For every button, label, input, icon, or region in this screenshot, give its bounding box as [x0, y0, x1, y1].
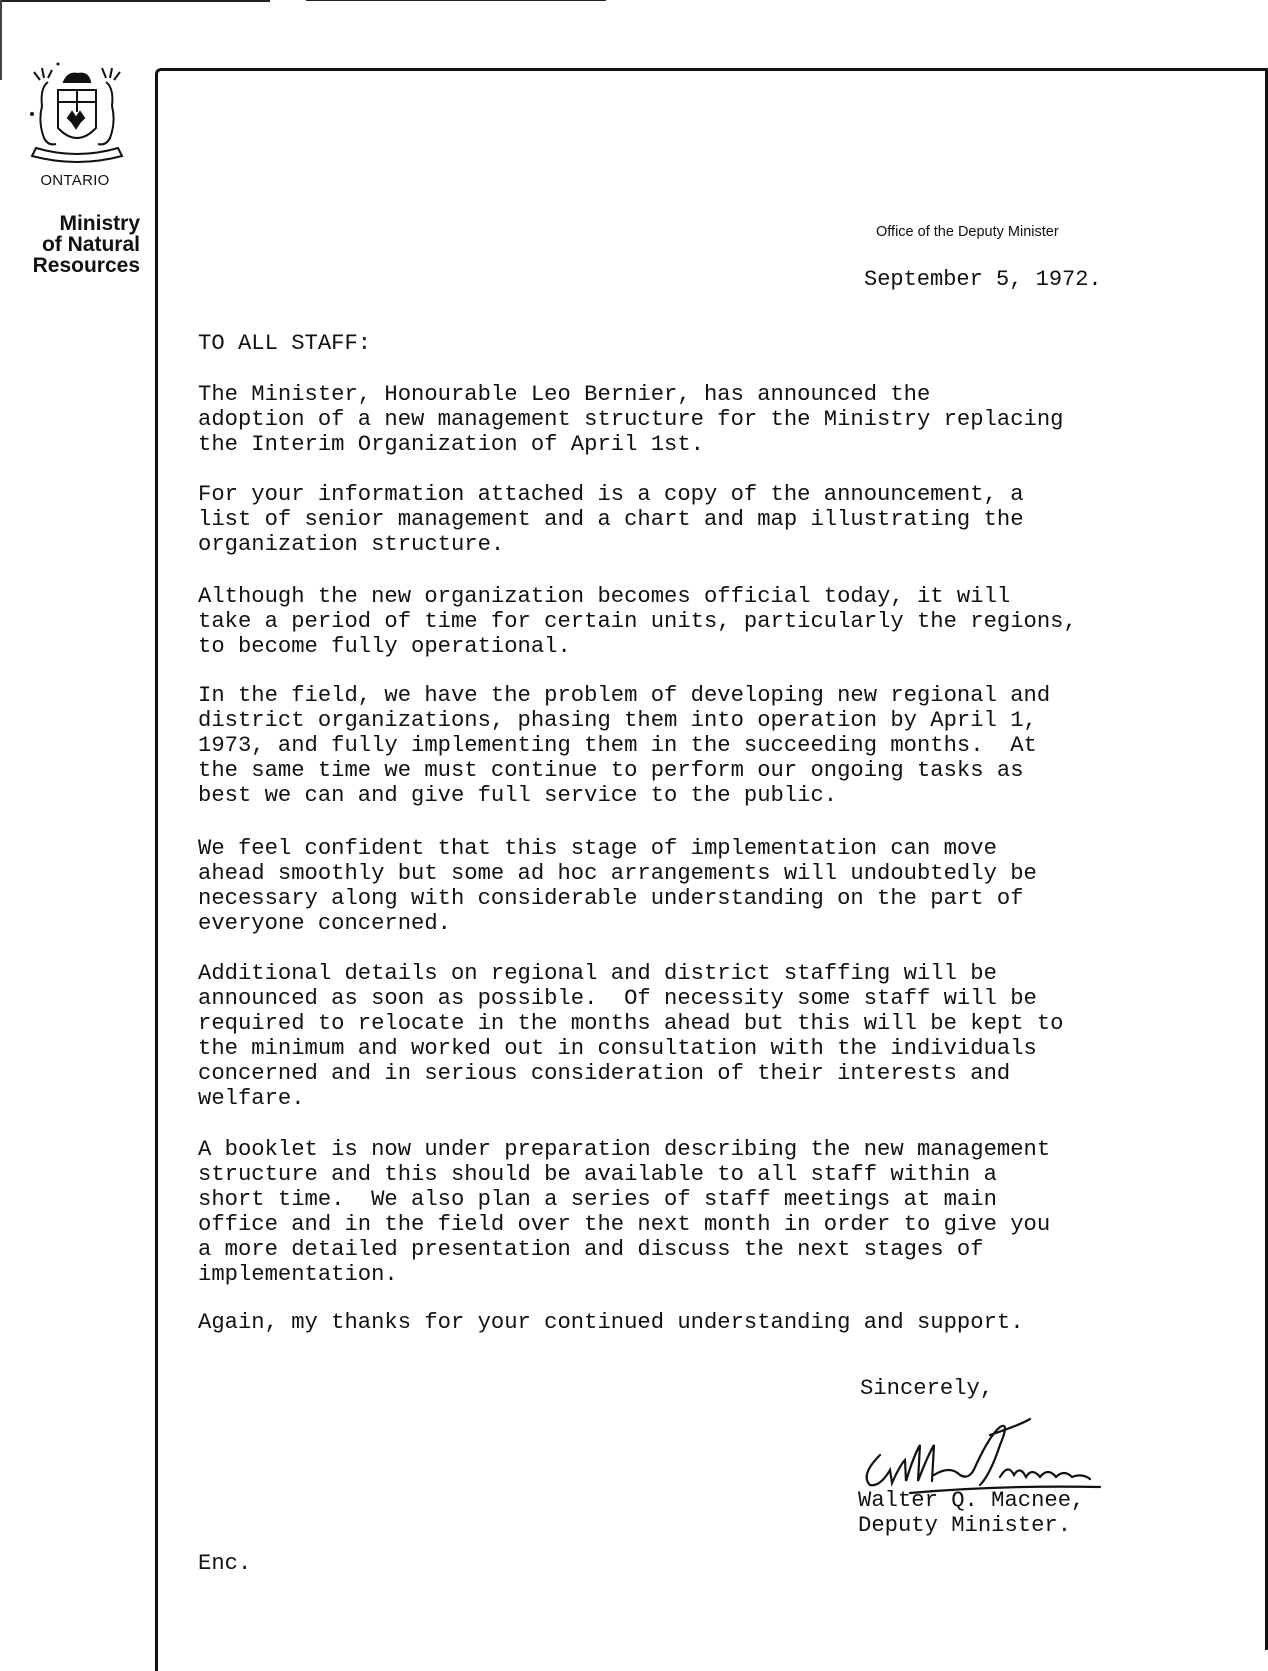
paragraph	[198, 382, 1198, 457]
signer-name: Walter Q. Macnee,	[858, 1488, 1085, 1513]
ministry-name	[0, 213, 140, 276]
paragraph-line: best we can and give full service to the public.	[198, 783, 838, 808]
signer-title: Deputy Minister.	[858, 1513, 1072, 1538]
paragraph-line: office and in the field over the next month in order to give you	[198, 1212, 1051, 1237]
paragraph-line: everyone concerned.	[198, 911, 451, 936]
paragraph	[198, 836, 1198, 936]
paragraph-line: the minimum and worked out in consultation with the individuals	[198, 1036, 1037, 1061]
paragraph-line: announced as soon as possible. Of necessity some staff will be	[198, 986, 1037, 1011]
paragraph-line: For your information attached is a copy of the announcement, a	[198, 482, 1024, 507]
paragraph-line: Again, my thanks for your continued understanding and support.	[198, 1310, 1024, 1335]
ministry-name-line: of Natural	[41, 233, 140, 256]
ministry-name-line: Resources	[32, 254, 140, 277]
paragraph	[198, 1310, 1198, 1335]
paragraph-line: to become fully operational.	[198, 634, 571, 659]
paragraph	[198, 482, 1198, 557]
paragraph-line: take a period of time for certain units, particularly the regions,	[198, 609, 1077, 634]
scan-edge-line	[0, 0, 270, 2]
ontario-coat-of-arms-icon	[18, 60, 136, 172]
paragraph-line: Although the new organization becomes official today, it will	[198, 584, 1011, 609]
ministry-name-line: Ministry	[59, 212, 140, 235]
paragraph-line: a more detailed presentation and discuss the next stages of	[198, 1237, 984, 1262]
paragraph-line: In the field, we have the problem of developing new regional and	[198, 683, 1051, 708]
paragraph	[198, 961, 1198, 1111]
scan-edge-line	[306, 0, 606, 1]
paragraph-line: 1973, and fully implementing them in the succeeding months. At	[198, 733, 1037, 758]
paragraph-line: adoption of a new management structure for the Ministry replacing	[198, 407, 1064, 432]
paragraph-line: implementation.	[198, 1262, 398, 1287]
paragraph-line: the Interim Organization of April 1st.	[198, 432, 704, 457]
jurisdiction-label: ONTARIO	[40, 172, 110, 189]
salutation	[198, 331, 1198, 356]
paragraph-line: welfare.	[198, 1086, 305, 1111]
scan-edge-line	[0, 0, 2, 80]
paragraph-line: structure and this should be available to all staff within a	[198, 1162, 997, 1187]
enclosure-note: Enc.	[198, 1551, 252, 1576]
letterhead-frame-right	[1259, 68, 1268, 1650]
paragraph-line: ahead smoothly but some ad hoc arrangements will undoubtedly be	[198, 861, 1037, 886]
paragraph-line: required to relocate in the months ahead but this will be kept to	[198, 1011, 1064, 1036]
paragraph-line: necessary along with considerable understanding on the part of	[198, 886, 1024, 911]
paragraph-line: The Minister, Honourable Leo Bernier, has announced the	[198, 382, 931, 407]
closing: Sincerely,	[860, 1376, 994, 1401]
paragraph-line: organization structure.	[198, 532, 505, 557]
office-label: Office of the Deputy Minister	[876, 224, 1059, 240]
paragraph-line: list of senior management and a chart and map illustrating the	[198, 507, 1024, 532]
paragraph-line: the same time we must continue to perform our ongoing tasks as	[198, 758, 1024, 783]
paragraph-line: Additional details on regional and district staffing will be	[198, 961, 997, 986]
paragraph	[198, 1137, 1198, 1287]
paragraph-line: district organizations, phasing them into operation by April 1,	[198, 708, 1037, 733]
handwritten-signature	[850, 1415, 1125, 1495]
paragraph	[198, 584, 1198, 659]
paragraph-line: short time. We also plan a series of staff meetings at main	[198, 1187, 997, 1212]
salutation-line: TO ALL STAFF:	[198, 331, 372, 356]
paragraph-line: concerned and in serious consideration of their interests and	[198, 1061, 1011, 1086]
paragraph	[198, 683, 1198, 808]
signer-block	[858, 1488, 1084, 1538]
letter-date: September 5, 1972.	[864, 267, 1102, 292]
paragraph-line: We feel confident that this stage of implementation can move	[198, 836, 997, 861]
paragraph-line: A booklet is now under preparation describing the new management	[198, 1137, 1051, 1162]
